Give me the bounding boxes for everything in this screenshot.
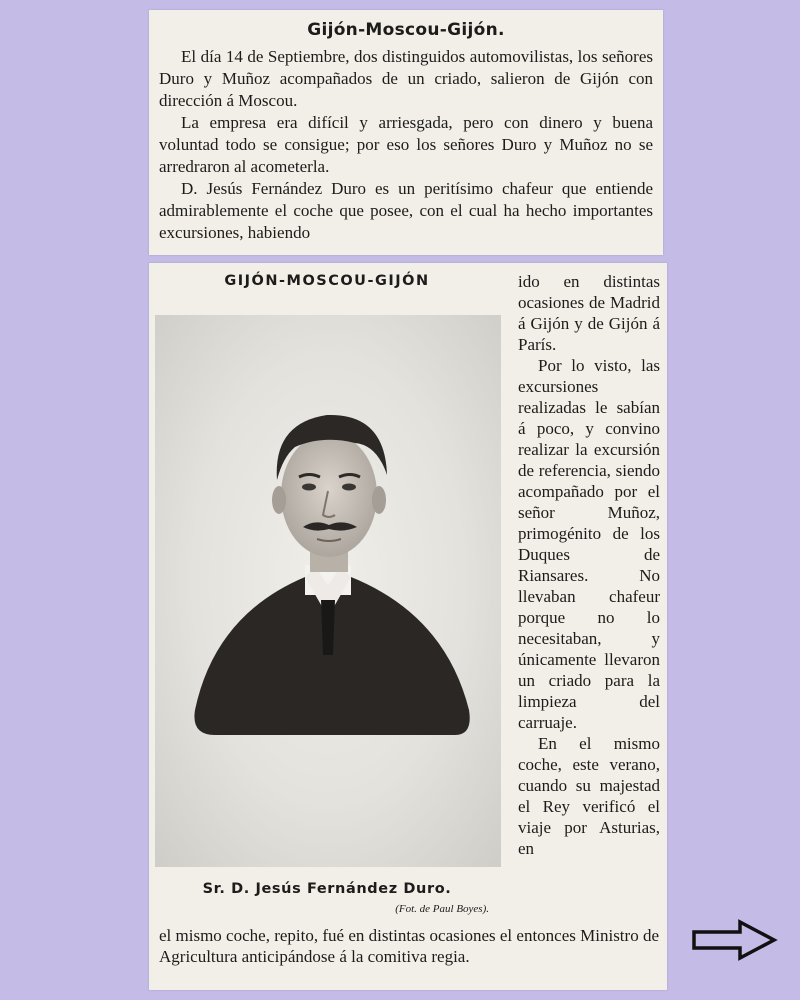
newspaper-clipping-bottom: [149, 263, 667, 990]
continuation-text: el mismo coche, repito, fué en distintas ocasiones el entonces Ministro de Agricultura anticipándose á la comitiva regia.: [159, 926, 659, 966]
photo-title: GIJÓN-MOSCOU-GIJÓN: [224, 273, 430, 289]
newspaper-clipping-top: [149, 10, 663, 255]
paragraph-2: La empresa era difícil y arriesgada, pero con dinero y buena voluntad todo se consigue; por eso los señores Duro y Muñoz no se arredraron al acometerla.: [159, 113, 653, 176]
portrait-illustration: [155, 315, 501, 867]
portrait-photo: [155, 315, 501, 867]
right-arrow-icon[interactable]: [690, 918, 780, 962]
photo-credit: (Fot. de Paul Boyes).: [395, 903, 489, 915]
portrait-caption: Sr. D. Jesús Fernández Duro.: [202, 881, 452, 897]
side-paragraph-1: ido en distintas ocasiones de Madrid á Gijón y de Gijón á París.: [518, 272, 660, 354]
article-heading: Gijón-Moscou-Gijón.: [307, 20, 505, 40]
side-column: [518, 271, 660, 859]
paragraph-3: D. Jesús Fernández Duro es un peritísimo chafeur que entiende admirablemente el coche que posee, con el cual ha hecho importantes excursiones, habiendo: [159, 179, 653, 242]
side-paragraph-3: En el mismo coche, este verano, cuando su majestad el Rey verificó el viaje por Asturias, en: [518, 734, 660, 858]
side-paragraph-2: Por lo visto, las excursiones realizadas le sabían á poco, y convino realizar la excursión de referencia, siendo acompañado por el señor Muñoz, primogénito de los Duques de Riansares. No llevaban chafeur porque no lo necesitaban, y únicamente llevaron un criado para la limpieza del carruaje.: [518, 356, 660, 732]
paragraph-1: El día 14 de Septiembre, dos distinguidos automovilistas, los señores Duro y Muñoz acompañados de un criado, salieron de Gijón con dirección á Moscou.: [159, 47, 653, 110]
